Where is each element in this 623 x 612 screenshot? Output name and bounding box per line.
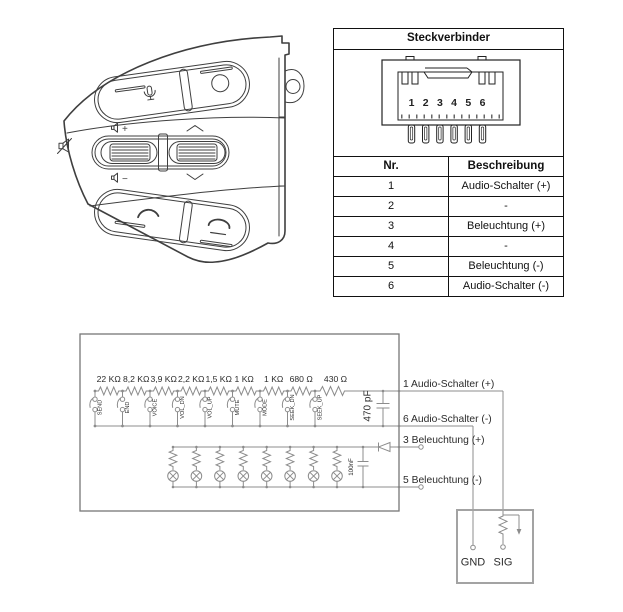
svg-text:MUTE: MUTE — [235, 399, 241, 416]
label-audio-minus: 6 Audio-Schalter (-) — [403, 414, 492, 425]
switch-voice — [145, 390, 152, 428]
pin-number: 4 — [334, 237, 449, 257]
capacitor-100nf-label: 100nF — [348, 458, 355, 476]
pin-number: 1 — [334, 177, 449, 197]
svg-text:4: 4 — [451, 96, 458, 109]
table-header-row — [334, 157, 564, 177]
svg-text:2,2 KΩ: 2,2 KΩ — [177, 374, 205, 384]
svg-text:1: 1 — [408, 96, 415, 109]
switch-labels — [98, 394, 324, 420]
table-row — [334, 197, 564, 217]
capacitor-470pf — [377, 390, 390, 428]
table-row — [334, 277, 564, 297]
lamp-branch — [191, 446, 202, 489]
switch-mode — [255, 390, 262, 428]
table-row — [334, 177, 564, 197]
svg-text:680 Ω: 680 Ω — [289, 374, 313, 384]
connector-drawing — [334, 51, 563, 156]
pin-line-labels — [403, 379, 494, 486]
capacitor-100nf — [358, 446, 369, 489]
svg-text:VOL_UP: VOL_UP — [207, 396, 214, 419]
table-row — [334, 257, 564, 277]
pin-description: Audio-Schalter (+) — [449, 177, 564, 197]
svg-text:2: 2 — [422, 96, 429, 109]
steering-wheel-illustration — [20, 10, 320, 300]
capacitor-470pf-label: 470 pF — [362, 390, 374, 422]
volume-plus-glyph: + — [122, 124, 128, 135]
svg-text:VOL_DN: VOL_DN — [180, 396, 186, 419]
switch-vol-dn — [172, 390, 179, 428]
signal-arrow — [503, 515, 521, 535]
pullup-resistor — [499, 515, 507, 544]
lamp-branch — [332, 446, 343, 489]
pin-number: 3 — [334, 217, 449, 237]
switch-seek-dn — [282, 390, 289, 428]
lamp-branch — [215, 446, 226, 489]
sig-label: SIG — [493, 556, 513, 569]
gnd-terminal — [471, 545, 476, 550]
svg-text:430 Ω: 430 Ω — [323, 374, 348, 384]
svg-text:6: 6 — [479, 96, 486, 109]
svg-text:MODE: MODE — [262, 399, 269, 416]
column-header-beschreibung: Beschreibung — [449, 157, 564, 177]
svg-text:3: 3 — [436, 96, 443, 109]
svg-text:1 KΩ: 1 KΩ — [264, 374, 284, 384]
svg-text:SEEK_UP: SEEK_UP — [317, 394, 324, 421]
pin-number: 2 — [334, 197, 449, 217]
pin-description: Beleuchtung (-) — [449, 257, 564, 277]
label-illum-minus: 5 Beleuchtung (-) — [403, 475, 482, 486]
pin-description: Beleuchtung (+) — [449, 217, 564, 237]
connector-pins — [408, 125, 485, 143]
connector-drawing-row — [334, 50, 564, 157]
switch-end — [117, 390, 124, 428]
connector-table — [333, 28, 564, 297]
switch-vol-up — [200, 390, 207, 428]
svg-text:SEND: SEND — [97, 399, 104, 416]
circuit-diagram — [0, 320, 623, 612]
volume-minus-glyph: − — [122, 174, 128, 185]
lamp-branch — [261, 446, 272, 489]
svg-text:8,2 KΩ: 8,2 KΩ — [122, 374, 150, 384]
switch-mute — [227, 390, 234, 428]
lamp-branch — [168, 446, 179, 489]
lamp-branch — [285, 446, 296, 489]
pin-number: 5 — [334, 257, 449, 277]
svg-text:1 KΩ: 1 KΩ — [234, 374, 254, 384]
table-title-row — [334, 29, 564, 50]
head-unit-box — [457, 510, 533, 583]
pin-description: - — [449, 237, 564, 257]
sig-terminal — [501, 545, 506, 550]
diode — [379, 443, 400, 452]
label-audio-plus: 1 Audio-Schalter (+) — [403, 379, 495, 390]
illumination-circuit — [168, 443, 401, 489]
table-row — [334, 217, 564, 237]
svg-text:SEEK_DN: SEEK_DN — [290, 394, 296, 421]
table-row — [334, 237, 564, 257]
lamp-branch — [238, 446, 249, 489]
svg-text:1,5 KΩ: 1,5 KΩ — [205, 374, 232, 384]
svg-text:5: 5 — [465, 96, 472, 109]
wheel-pivot-bump — [285, 70, 304, 103]
switch-seek-up — [310, 390, 317, 428]
lamp-branch — [308, 446, 319, 489]
svg-text:END: END — [125, 401, 131, 414]
svg-text:VOICE: VOICE — [152, 398, 159, 417]
column-header-nr: Nr. — [334, 157, 449, 177]
pin-number: 6 — [334, 277, 449, 297]
svg-text:3,9 KΩ: 3,9 KΩ — [150, 374, 177, 384]
switch-send — [90, 390, 97, 428]
pin-description: - — [449, 197, 564, 217]
pin-description: Audio-Schalter (-) — [449, 277, 564, 297]
svg-text:22 KΩ: 22 KΩ — [96, 374, 121, 384]
table-title: Steckverbinder — [334, 29, 564, 50]
gnd-label: GND — [460, 556, 486, 569]
label-illum-plus: 3 Beleuchtung (+) — [403, 435, 485, 446]
switch-module-box — [80, 334, 399, 511]
resistor-labels — [97, 374, 348, 384]
